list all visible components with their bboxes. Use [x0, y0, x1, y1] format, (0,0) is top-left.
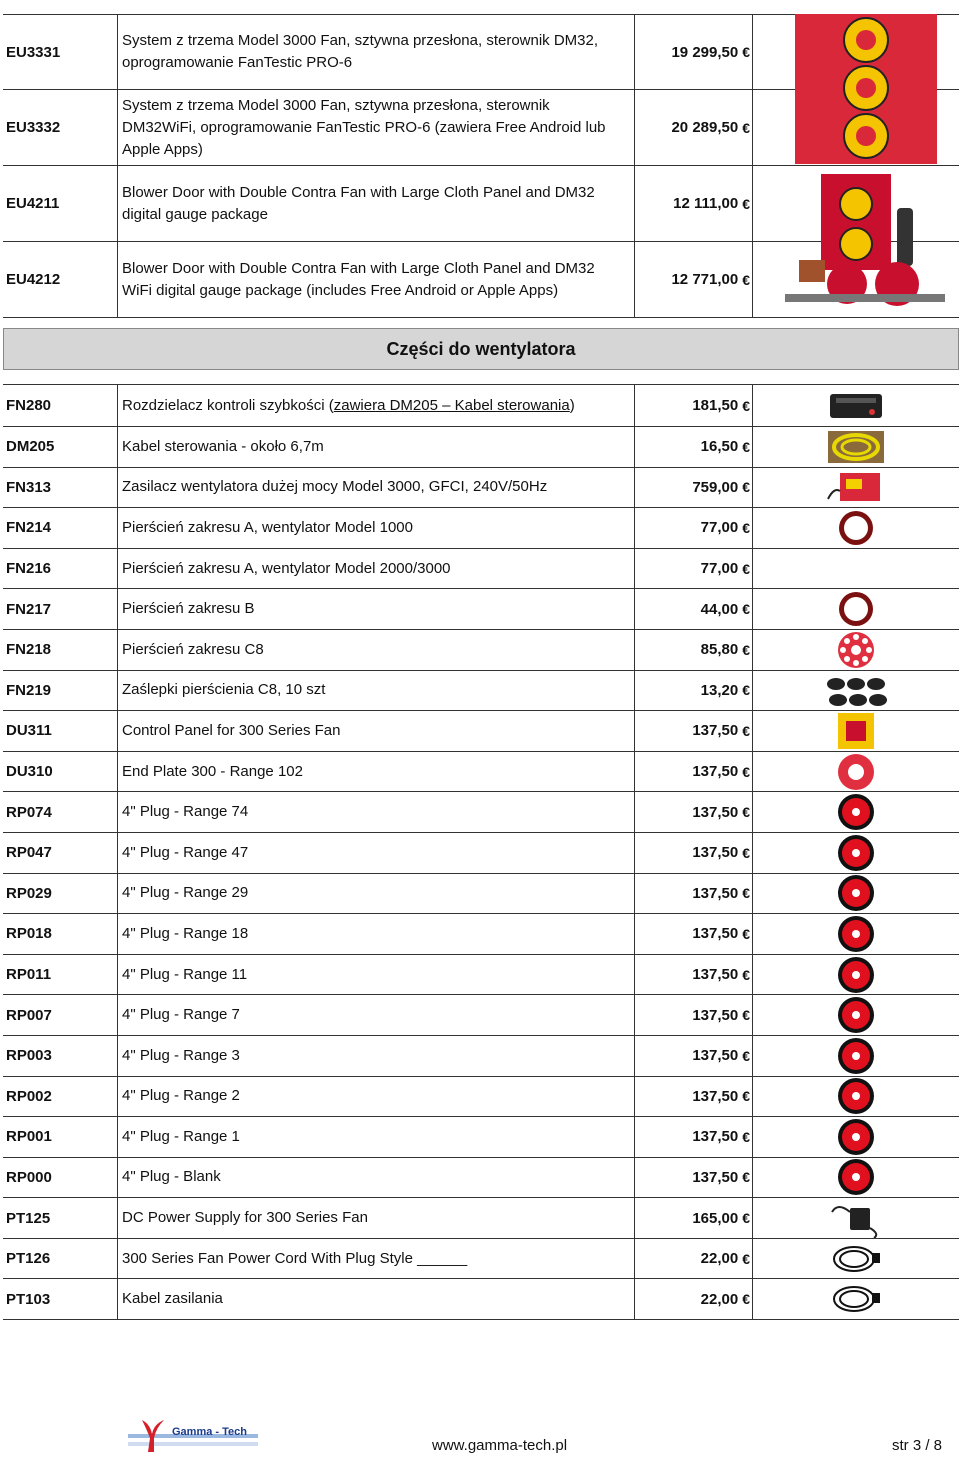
plug-icon	[824, 995, 888, 1035]
part-image	[753, 955, 959, 995]
price-value: 137,50	[692, 763, 739, 781]
price-value: 22,00	[700, 1250, 739, 1268]
desc-suffix: )	[569, 396, 575, 414]
part-image	[753, 1036, 959, 1076]
double-fan-blower-door-image	[785, 174, 945, 312]
table-row	[3, 874, 959, 915]
ring-icon	[824, 508, 888, 548]
table-row	[3, 1239, 959, 1280]
part-description: Kabel zasilania	[118, 1279, 635, 1319]
part-code: PT126	[3, 1239, 118, 1279]
part-description: 4" Plug - Range 11	[118, 955, 635, 995]
euro-symbol: €	[742, 1250, 750, 1267]
part-price	[635, 589, 753, 629]
table-row	[3, 1198, 959, 1239]
part-price	[635, 630, 753, 670]
euro-symbol: €	[742, 844, 750, 861]
page-number: str 3 / 8	[892, 1437, 943, 1454]
part-code: RP003	[3, 1036, 118, 1076]
parts-table	[3, 384, 959, 1320]
table-row	[3, 427, 959, 468]
part-image	[753, 468, 959, 508]
price-value: 137,50	[692, 1006, 739, 1024]
table-row	[3, 752, 959, 793]
part-image	[753, 549, 959, 589]
euro-symbol: €	[742, 519, 750, 536]
part-image	[753, 752, 959, 792]
part-image	[753, 792, 959, 832]
part-code: RP074	[3, 792, 118, 832]
part-code: RP007	[3, 995, 118, 1035]
euro-symbol: €	[742, 1047, 750, 1064]
part-price	[635, 427, 753, 467]
part-code: FN219	[3, 671, 118, 711]
product-description: System z trzema Model 3000 Fan, sztywna przesłona, sterownik DM32WiFi, oprogramowanie FanTestic PRO-6 (zawiera Free Android lub Apple Apps)	[118, 90, 635, 165]
part-code: FN216	[3, 549, 118, 589]
euro-symbol: €	[742, 763, 750, 780]
euro-symbol: €	[742, 1210, 750, 1227]
part-code: FN280	[3, 385, 118, 426]
part-price	[635, 833, 753, 873]
part-image	[753, 589, 959, 629]
euro-symbol: €	[742, 682, 750, 699]
part-description: 4" Plug - Range 7	[118, 995, 635, 1035]
price-value: 16,50	[700, 438, 739, 456]
part-price	[635, 1279, 753, 1319]
part-code: RP002	[3, 1077, 118, 1117]
table-row	[3, 468, 959, 509]
table-row	[3, 630, 959, 671]
part-price	[635, 508, 753, 548]
price-value: 13,20	[700, 681, 739, 699]
table-row	[3, 914, 959, 955]
part-image	[753, 1279, 959, 1319]
euro-symbol: €	[742, 885, 750, 902]
euro-symbol: €	[742, 271, 750, 288]
part-description: 4" Plug - Range 2	[118, 1077, 635, 1117]
part-description: 4" Plug - Range 18	[118, 914, 635, 954]
triple-fan-system-image	[795, 14, 937, 164]
product-price	[635, 90, 753, 165]
price-value: 19 299,50	[671, 43, 739, 61]
ring-holes-icon	[824, 630, 888, 670]
cable-coil-icon	[824, 427, 888, 467]
price-value: 137,50	[692, 966, 739, 984]
part-image	[753, 385, 959, 426]
table-row	[3, 1158, 959, 1199]
price-table	[3, 14, 959, 1320]
part-image	[753, 833, 959, 873]
price-value: 181,50	[692, 397, 739, 414]
euro-symbol: €	[742, 479, 750, 496]
part-price	[635, 914, 753, 954]
table-row	[3, 1279, 959, 1320]
price-value: 137,50	[692, 1087, 739, 1105]
price-value: 20 289,50	[671, 119, 739, 136]
plug-icon	[824, 1036, 888, 1076]
part-description: Zaślepki pierścienia C8, 10 szt	[118, 671, 635, 711]
part-image	[753, 427, 959, 467]
euro-symbol: €	[742, 560, 750, 577]
part-description: 4" Plug - Blank	[118, 1158, 635, 1198]
price-value: 12 111,00	[673, 195, 739, 212]
gamma-tech-logo	[128, 1418, 258, 1454]
part-description: 4" Plug - Range 3	[118, 1036, 635, 1076]
plug-icon	[824, 792, 888, 832]
part-description: Pierścień zakresu A, wentylator Model 1000	[118, 508, 635, 548]
part-description: Kabel sterowania - około 6,7m	[118, 427, 635, 467]
part-description: End Plate 300 - Range 102	[118, 752, 635, 792]
euro-symbol: €	[742, 44, 750, 60]
euro-symbol: €	[742, 195, 750, 212]
power-supply-icon	[824, 467, 888, 507]
speed-control-box-icon	[824, 386, 888, 426]
power-cord-icon	[824, 1239, 888, 1279]
table-row	[3, 711, 959, 752]
part-image	[753, 1158, 959, 1198]
part-code: PT103	[3, 1279, 118, 1319]
price-value: 77,00	[700, 560, 739, 578]
euro-symbol: €	[742, 601, 750, 618]
footer-url[interactable]: www.gamma-tech.pl	[432, 1437, 568, 1454]
part-image	[753, 508, 959, 548]
part-image	[753, 914, 959, 954]
part-description: Control Panel for 300 Series Fan	[118, 711, 635, 751]
part-code: RP001	[3, 1117, 118, 1157]
part-price	[635, 1117, 753, 1157]
euro-symbol: €	[742, 722, 750, 739]
price-value: 137,50	[692, 803, 739, 821]
part-image	[753, 1198, 959, 1238]
logo-text: Gamma - Tech	[172, 1426, 247, 1438]
price-value: 137,50	[692, 844, 739, 862]
table-row	[3, 549, 959, 590]
desc-prefix: Rozdzielacz kontroli szybkości (	[122, 396, 334, 414]
part-price	[635, 1239, 753, 1279]
part-image	[753, 1117, 959, 1157]
part-description: Pierścień zakresu C8	[118, 630, 635, 670]
table-row	[3, 1117, 959, 1158]
table-row	[3, 508, 959, 549]
part-description: Pierścień zakresu A, wentylator Model 2000/3000	[118, 549, 635, 589]
part-code: FN214	[3, 508, 118, 548]
part-price	[635, 995, 753, 1035]
euro-symbol: €	[742, 1007, 750, 1024]
part-price	[635, 792, 753, 832]
product-code: EU3331	[3, 15, 118, 89]
part-code: RP047	[3, 833, 118, 873]
table-row	[3, 384, 959, 427]
price-value: 137,50	[692, 1128, 739, 1146]
price-value: 137,50	[692, 925, 739, 943]
euro-symbol: €	[742, 925, 750, 942]
product-description: Blower Door with Double Contra Fan with Large Cloth Panel and DM32 WiFi digital gauge package (includes Free Android or Apple Apps)	[118, 242, 635, 317]
part-description: Zasilacz wentylatora dużej mocy Model 3000, GFCI, 240V/50Hz	[118, 468, 635, 508]
part-code: RP000	[3, 1158, 118, 1198]
product-code: EU4211	[3, 166, 118, 241]
euro-symbol: €	[742, 1169, 750, 1186]
price-value: 137,50	[692, 1168, 739, 1186]
part-code: DU311	[3, 711, 118, 751]
plug-icon	[824, 955, 888, 995]
plug-icon	[824, 1157, 888, 1197]
part-code: RP018	[3, 914, 118, 954]
part-image	[753, 711, 959, 751]
part-image	[753, 630, 959, 670]
price-value: 137,50	[692, 1047, 739, 1065]
price-value: 85,80	[700, 641, 739, 659]
price-value: 137,50	[692, 884, 739, 902]
euro-symbol: €	[742, 1128, 750, 1145]
plug-caps-icon	[824, 670, 888, 710]
product-description: Blower Door with Double Contra Fan with Large Cloth Panel and DM32 digital gauge package	[118, 166, 635, 241]
part-image	[753, 1077, 959, 1117]
part-description: Pierścień zakresu B	[118, 589, 635, 629]
part-image	[753, 874, 959, 914]
control-panel-icon	[824, 711, 888, 751]
part-code: DU310	[3, 752, 118, 792]
plug-icon	[824, 1076, 888, 1116]
part-price	[635, 671, 753, 711]
product-price	[635, 15, 753, 89]
table-row	[3, 589, 959, 630]
part-image	[753, 671, 959, 711]
euro-symbol: €	[742, 438, 750, 455]
part-description: DC Power Supply for 300 Series Fan	[118, 1198, 635, 1238]
part-price	[635, 711, 753, 751]
euro-symbol: €	[742, 119, 750, 136]
table-row	[3, 995, 959, 1036]
part-code: RP011	[3, 955, 118, 995]
top-group-1	[3, 14, 959, 166]
euro-symbol: €	[742, 1088, 750, 1105]
product-code: EU4212	[3, 242, 118, 317]
plug-icon	[824, 873, 888, 913]
power-adapter-icon	[824, 1198, 888, 1238]
part-price	[635, 1077, 753, 1117]
plug-icon	[824, 914, 888, 954]
price-value: 137,50	[692, 722, 739, 740]
part-image	[753, 995, 959, 1035]
part-price	[635, 752, 753, 792]
table-row	[3, 833, 959, 874]
table-row	[3, 1036, 959, 1077]
part-price	[635, 955, 753, 995]
product-price	[635, 166, 753, 241]
euro-symbol: €	[742, 397, 750, 414]
part-price	[635, 1198, 753, 1238]
euro-symbol: €	[742, 966, 750, 983]
price-value: 12 771,00	[671, 271, 739, 288]
table-row	[3, 1077, 959, 1118]
power-cord-icon	[824, 1279, 888, 1319]
euro-symbol: €	[742, 641, 750, 658]
part-code: FN313	[3, 468, 118, 508]
price-value: 759,00	[692, 478, 739, 496]
part-description: 4" Plug - Range 1	[118, 1117, 635, 1157]
price-value: 165,00	[692, 1209, 739, 1227]
part-price	[635, 549, 753, 589]
top-group-2	[3, 166, 959, 318]
part-price	[635, 874, 753, 914]
table-row	[3, 671, 959, 712]
price-value: 44,00	[700, 600, 739, 618]
ring-icon	[824, 589, 888, 629]
desc-link[interactable]: zawiera DM205 – Kabel sterowania	[333, 396, 570, 414]
plug-icon	[824, 1117, 888, 1157]
plug-icon	[824, 833, 888, 873]
product-description: System z trzema Model 3000 Fan, sztywna przesłona, sterownik DM32, oprogramowanie FanTestic PRO-6	[118, 15, 635, 89]
part-code: PT125	[3, 1198, 118, 1238]
part-description: 4" Plug - Range 74	[118, 792, 635, 832]
part-description: 4" Plug - Range 47	[118, 833, 635, 873]
part-description: 4" Plug - Range 29	[118, 874, 635, 914]
part-price	[635, 385, 753, 426]
section-header: Części do wentylatora	[3, 328, 959, 370]
product-price	[635, 242, 753, 317]
end-plate-icon	[824, 752, 888, 792]
price-value: 77,00	[700, 519, 739, 537]
price-value: 22,00	[700, 1290, 739, 1308]
part-code: FN218	[3, 630, 118, 670]
part-image	[753, 1239, 959, 1279]
table-row	[3, 955, 959, 996]
part-price	[635, 1036, 753, 1076]
part-code: RP029	[3, 874, 118, 914]
part-price	[635, 468, 753, 508]
part-description	[118, 385, 635, 426]
part-description: 300 Series Fan Power Cord With Plug Style ______	[118, 1239, 635, 1279]
part-price	[635, 1158, 753, 1198]
euro-symbol: €	[742, 1291, 750, 1308]
euro-symbol: €	[742, 804, 750, 821]
part-code: DM205	[3, 427, 118, 467]
part-code: FN217	[3, 589, 118, 629]
product-code: EU3332	[3, 90, 118, 165]
table-row	[3, 792, 959, 833]
